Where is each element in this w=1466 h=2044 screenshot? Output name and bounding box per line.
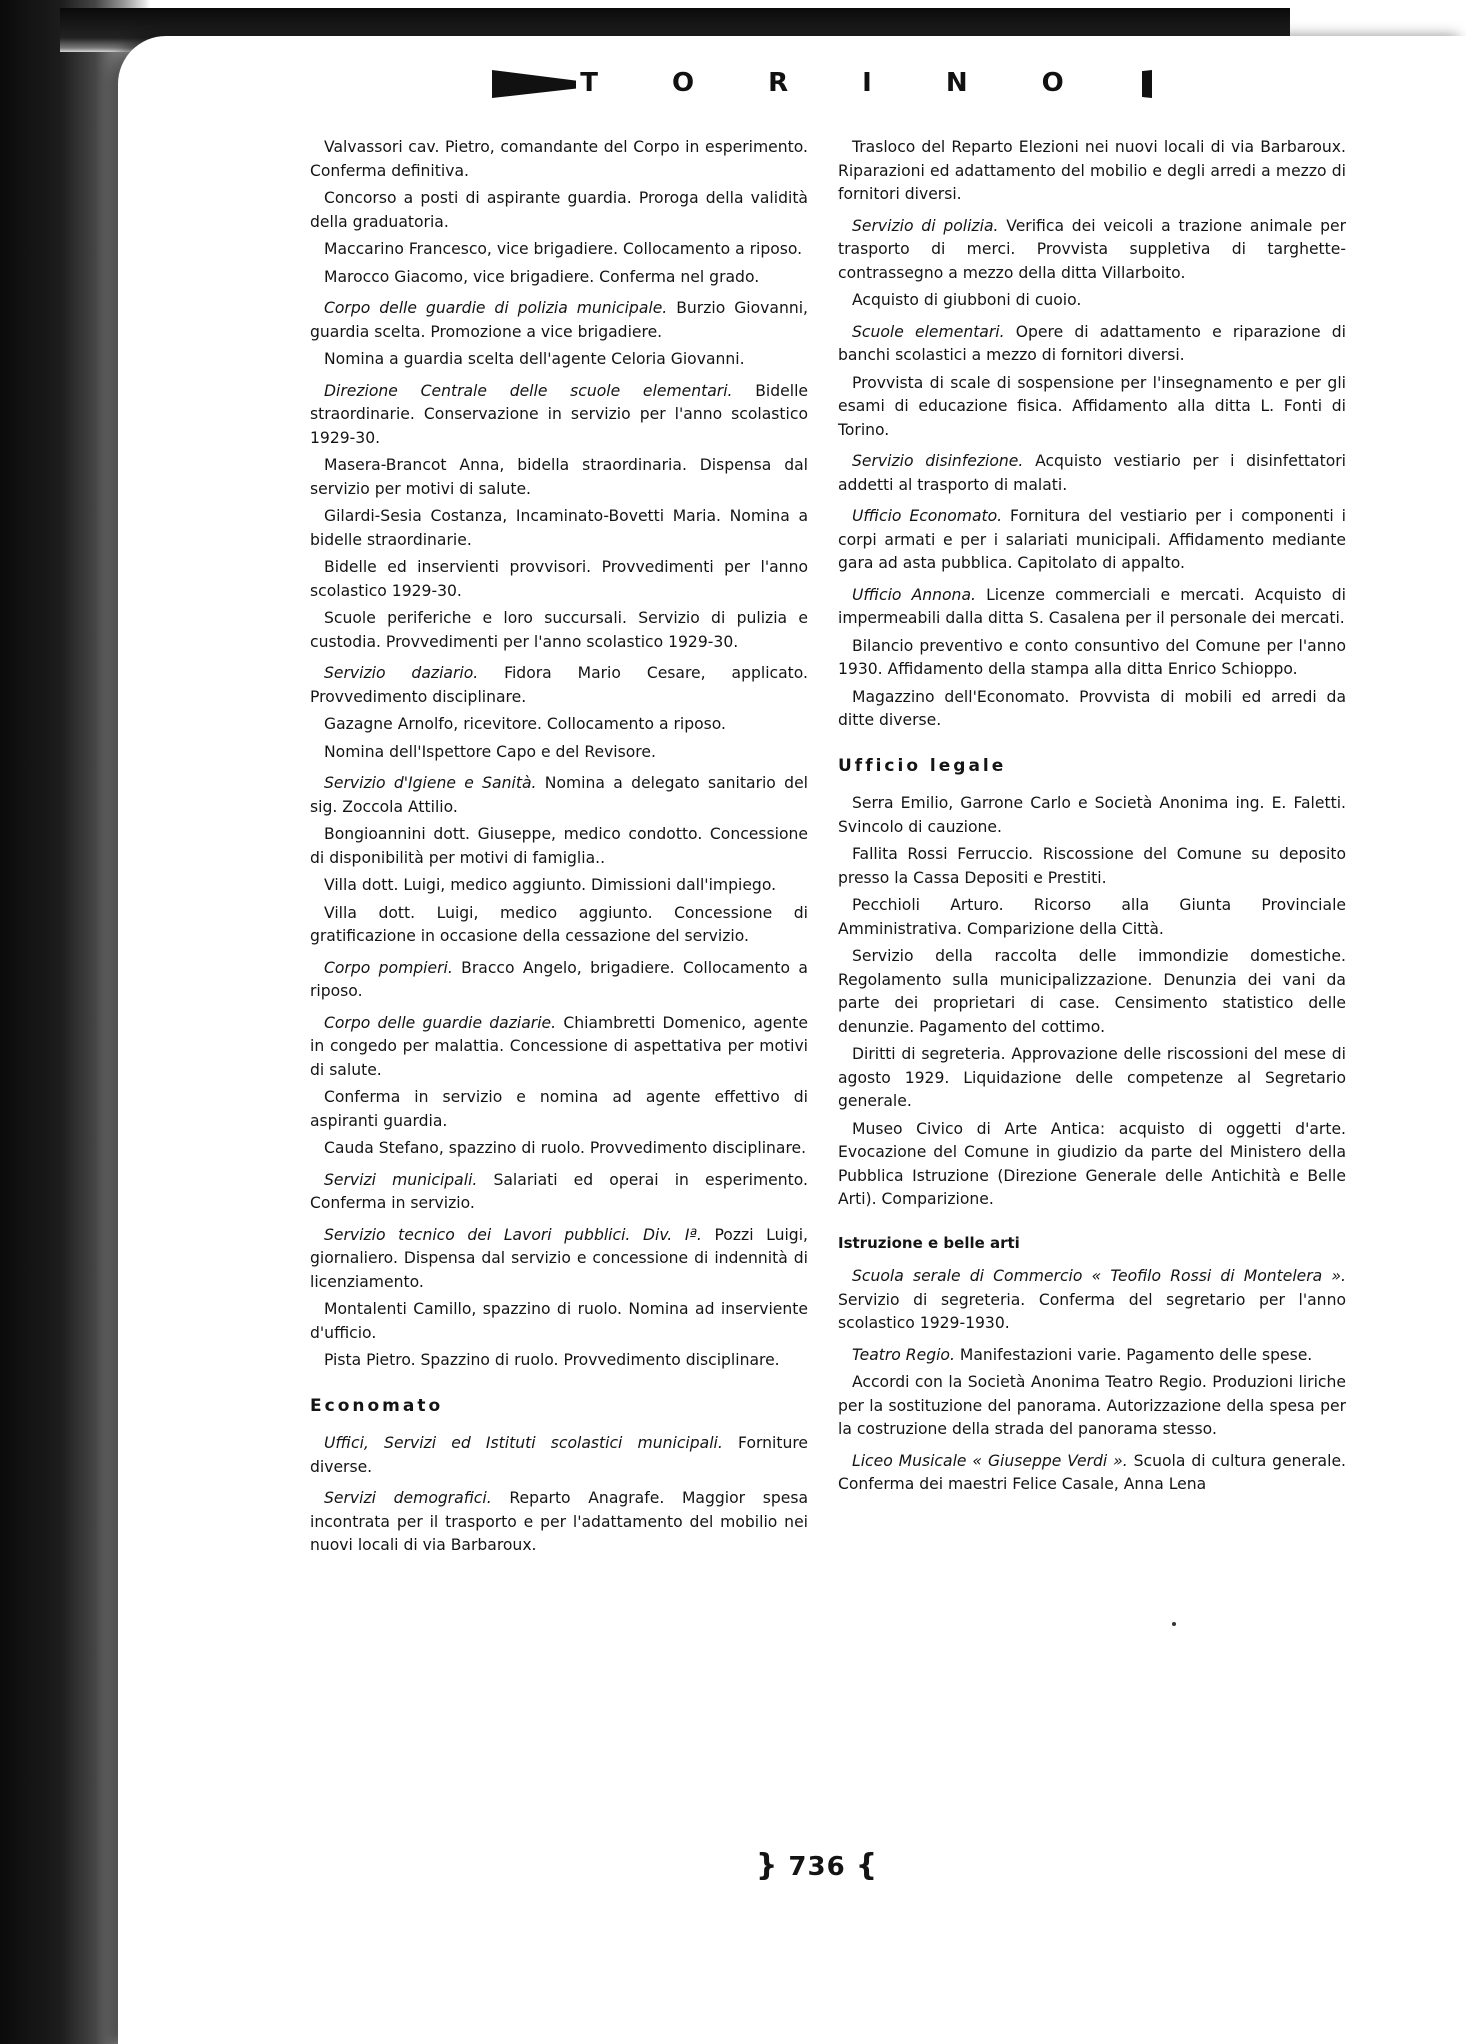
paragraph <box>310 607 808 654</box>
paragraph <box>310 1012 808 1083</box>
paragraph-text: Pecchioli Arturo. Ricorso alla Giunta Provinciale Amministrativa. Comparizione della Città. <box>838 896 1346 938</box>
paragraph-lead: Servizi demografici. <box>324 1489 492 1507</box>
paragraph-text: Provvista di scale di sospensione per l'insegnamento e per gli esami di educazione fisica. Affidamento alla ditta L. Fonti di Torino. <box>838 373 1346 439</box>
paragraph-lead: Ufficio Annona. <box>852 585 976 604</box>
paragraph <box>838 450 1346 497</box>
paragraph-lead: Teatro Regio. <box>852 1345 955 1364</box>
page-number-ornament-left: } <box>756 1848 779 1883</box>
paragraph-text: Gilardi-Sesia Costanza, Incaminato-Bovetti Maria. Nomina a bidelle straordinarie. <box>310 507 808 549</box>
paragraph-lead: Scuole elementari. <box>852 322 1005 341</box>
paragraph-text: Scuole periferiche e loro succursali. Servizio di pulizia e custodia. Provvedimenti per l'anno scolastico 1929-30. <box>310 609 808 651</box>
paragraph-text: Museo Civico di Arte Antica: acquisto di oggetti d'arte. Evocazione del Comune in giudizio da parte del Ministero della Pubblica Istruzione (Direzione Generale delle Antichità e Belle Arti). Comparizione. <box>838 1119 1346 1208</box>
paragraph-text: Acquisto di giubboni di cuoio. <box>852 291 1082 309</box>
page-number-ornament-right: { <box>855 1848 879 1883</box>
subsection-heading-istruzione: Istruzione e belle arti <box>838 1233 1020 1252</box>
paragraph-text: Verifica dei veicoli a trazione animale per trasporto di merci. Provvista suppletiva di targhette-contrassegno a mezzo della ditta Villarboito. <box>838 216 1346 282</box>
paragraph-text: Scuola di cultura generale. Conferma dei maestri Felice Casale, Anna Lena <box>838 1451 1346 1493</box>
paragraph-lead: Servizio tecnico dei Lavori pubblici. Div. Iª. <box>324 1225 702 1244</box>
paragraph <box>310 713 808 737</box>
left-column <box>310 136 808 1562</box>
paragraph-text: Nomina a guardia scelta dell'agente Celoria Giovanni. <box>324 350 745 368</box>
paragraph-lead: Liceo Musicale « Giuseppe Verdi ». <box>852 1451 1128 1470</box>
paragraph-text: Bilancio preventivo e conto consuntivo del Comune per l'anno 1930. Affidamento della stampa alla ditta Enrico Schioppo. <box>838 636 1346 678</box>
paragraph-text: Bidelle ed inservienti provvisori. Provvedimenti per l'anno scolastico 1929-30. <box>310 558 808 600</box>
paragraph-lead: Ufficio Economato. <box>852 507 1003 525</box>
paragraph-text: Masera-Brancot Anna, bidella straordinaria. Dispensa dal servizio per motivi di salute. <box>310 456 808 498</box>
paragraph-text: Acquisto vestiario per i disinfettatori addetti al trasporto di malati. <box>838 452 1346 494</box>
paragraph <box>310 1487 808 1558</box>
paragraph <box>310 662 808 709</box>
paragraph <box>838 1265 1346 1336</box>
paragraph-text: Fallita Rossi Ferruccio. Riscossione del Comune su deposito presso la Cassa Depositi e Prestiti. <box>838 845 1346 887</box>
instruction-entries <box>838 1265 1346 1497</box>
paragraph <box>310 266 808 290</box>
paragraph-lead: Corpo delle guardie di polizia municipale. <box>324 299 668 317</box>
paragraph <box>838 505 1346 576</box>
right-column <box>838 136 1346 1501</box>
paragraph-text: Magazzino dell'Economato. Provvista di mobili ed arredi da ditte diverse. <box>838 687 1346 729</box>
paragraph-text: Conferma in servizio e nomina ad agente effettivo di aspiranti guardia. <box>310 1088 808 1130</box>
paragraph <box>838 321 1346 368</box>
paragraph <box>310 187 808 234</box>
paragraph <box>838 1344 1346 1368</box>
paragraph <box>310 874 808 898</box>
paragraph-text: Nomina a delegato sanitario del sig. Zoccola Attilio. <box>310 774 808 816</box>
paragraph-text: Burzio Giovanni, guardia scelta. Promozione a vice brigadiere. <box>310 299 808 341</box>
paragraph-text: Cauda Stefano, spazzino di ruolo. Provvedimento disciplinare. <box>324 1139 807 1157</box>
paragraph-lead: Servizio d'Igiene e Sanità. <box>324 774 537 792</box>
paragraph <box>310 902 808 949</box>
paragraph-lead: Corpo delle guardie daziarie. <box>324 1013 557 1032</box>
paragraph-lead: Servizio daziario. <box>324 664 479 682</box>
economato-entries <box>310 1432 808 1558</box>
paragraph <box>838 1043 1346 1114</box>
paragraph <box>310 348 808 372</box>
paragraph <box>310 1086 808 1133</box>
paragraph <box>838 1371 1346 1442</box>
paragraph <box>310 1137 808 1161</box>
paragraph-lead: Scuola serale di Commercio « Teofilo Rossi di Montelera ». <box>852 1267 1346 1285</box>
section-heading-ufficio-legale: Ufficio legale <box>838 755 1007 776</box>
right-entries <box>838 136 1346 733</box>
paragraph <box>838 635 1346 682</box>
paragraph <box>310 1298 808 1345</box>
paragraph-text: Manifestazioni varie. Pagamento delle spese. <box>954 1345 1313 1364</box>
paragraph <box>310 136 808 183</box>
paragraph-text: Serra Emilio, Garrone Carlo e Società Anonima ing. E. Faletti. Svincolo di cauzione. <box>838 794 1346 836</box>
paragraph-text: Villa dott. Luigi, medico aggiunto. Concessione di gratificazione in occasione della cessazione del servizio. <box>310 903 808 945</box>
paragraph-lead: Direzione Centrale delle scuole elementari. <box>324 381 733 400</box>
paragraph-text: Licenze commerciali e mercati. Acquisto di impermeabili dalla ditta S. Casalena per il personale dei mercati. <box>838 585 1346 627</box>
paragraph <box>838 215 1346 286</box>
left-entries <box>310 136 808 1373</box>
paragraph-text: Valvassori cav. Pietro, comandante del Corpo in esperimento. Conferma definitiva. <box>310 138 808 180</box>
paragraph <box>310 238 808 262</box>
paragraph <box>838 792 1346 839</box>
paragraph-text: Marocco Giacomo, vice brigadiere. Conferma nel grado. <box>324 267 760 286</box>
paragraph-lead: Servizio di polizia. <box>852 216 999 235</box>
paragraph-text: Servizio della raccolta delle immondizie domestiche. Regolamento sulla municipalizzazione. Denunzia dei vani da parte dei proprietari di case. Censimento statistico delle denunzie. Pagamento del cottimo. <box>838 947 1346 1036</box>
paragraph <box>310 741 808 765</box>
paragraph-text: Trasloco del Reparto Elezioni nei nuovi locali di via Barbaroux. Riparazioni ed adattamento del mobilio e degli arredi a mezzo di fornitori diversi. <box>838 138 1346 203</box>
paragraph-text: Forniture diverse. <box>310 1434 808 1476</box>
paragraph <box>838 1450 1346 1497</box>
paragraph-text: Fornitura del vestiario per i componenti i corpi armati e per i salariati municipali. Affidamento mediante gara ad asta pubblica. Capitolato di appalto. <box>838 507 1346 572</box>
paragraph-text: Reparto Anagrafe. Maggior spesa incontrata per il trasporto e per l'adattamento del mobilio nei nuovi locali di via Barbaroux. <box>310 1489 808 1554</box>
paragraph-text: Diritti di segreteria. Approvazione delle riscossioni del mese di agosto 1929. Liquidazione delle competenze al Segretario generale. <box>838 1045 1346 1110</box>
paragraph-text: Fidora Mario Cesare, applicato. Provvedimento disciplinare. <box>310 664 809 706</box>
paragraph-text: Bracco Angelo, brigadiere. Collocamento a riposo. <box>310 958 808 1000</box>
paragraph <box>310 380 808 451</box>
paragraph-text: Nomina dell'Ispettore Capo e del Revisore. <box>324 742 656 761</box>
section-heading-economato: Economato <box>310 1395 444 1416</box>
paragraph-text: Concorso a posti di aspirante guardia. Proroga della validità della graduatoria. <box>310 189 808 231</box>
paragraph-text: Gazagne Arnolfo, ricevitore. Collocamento a riposo. <box>324 715 727 733</box>
paragraph <box>310 297 808 344</box>
paragraph-lead: Servizi municipali. <box>324 1170 478 1189</box>
paragraph <box>838 843 1346 890</box>
paragraph-text: Montalenti Camillo, spazzino di ruolo. Nomina ad inserviente d'ufficio. <box>310 1300 808 1342</box>
paragraph <box>838 289 1346 313</box>
print-speck <box>1172 1622 1176 1626</box>
paragraph-text: Pozzi Luigi, giornaliero. Dispensa dal servizio e concessione di indennità di licenziamento. <box>310 1225 808 1291</box>
paragraph-text: Accordi con la Società Anonima Teatro Regio. Produzioni liriche per la sostituzione del panorama. Autorizzazione della spesa per la costruzione della strada del panorama stesso. <box>838 1373 1346 1438</box>
paragraph-text: Villa dott. Luigi, medico aggiunto. Dimissioni dall'impiego. <box>324 876 777 894</box>
paragraph <box>310 957 808 1004</box>
paragraph <box>838 1118 1346 1212</box>
paragraph <box>310 1169 808 1216</box>
paragraph <box>310 1432 808 1479</box>
paragraph <box>838 584 1346 631</box>
legal-entries <box>838 792 1346 1212</box>
paragraph <box>310 556 808 603</box>
paragraph <box>838 686 1346 733</box>
paragraph-lead: Servizio disinfezione. <box>852 452 1024 470</box>
paragraph-text: Salariati ed operai in esperimento. Conferma in servizio. <box>310 1170 809 1212</box>
paragraph-text: Chiambretti Domenico, agente in congedo per malattia. Concessione di aspettativa per motivi di salute. <box>310 1013 808 1079</box>
paragraph-text: Maccarino Francesco, vice brigadiere. Collocamento a riposo. <box>324 240 803 258</box>
paragraph-text: Servizio di segreteria. Conferma del segretario per l'anno scolastico 1929-1930. <box>838 1290 1346 1332</box>
paragraph <box>310 1224 808 1295</box>
paragraph <box>310 505 808 552</box>
paragraph <box>838 894 1346 941</box>
paragraph <box>310 1349 808 1373</box>
paragraph <box>310 823 808 870</box>
page-number-value: 736 <box>788 1852 846 1882</box>
paragraph-text: Bidelle straordinarie. Conservazione in servizio per l'anno scolastico 1929-30. <box>310 381 809 447</box>
paragraph <box>838 945 1346 1039</box>
page-number <box>756 1848 878 1883</box>
paragraph-text: Bongioannini dott. Giuseppe, medico condotto. Concessione di disponibilità per motivi di famiglia.. <box>310 825 808 867</box>
paragraph <box>838 136 1346 207</box>
paragraph <box>310 772 808 819</box>
paragraph-lead: Uffici, Servizi ed Istituti scolastici municipali. <box>324 1434 723 1452</box>
paragraph-lead: Corpo pompieri. <box>324 958 453 977</box>
paragraph <box>838 372 1346 443</box>
running-title: TORINO <box>492 66 1152 100</box>
paragraph-text: Pista Pietro. Spazzino di ruolo. Provvedimento disciplinare. <box>324 1351 780 1369</box>
running-header <box>492 66 1152 100</box>
paragraph-text: Opere di adattamento e riparazione di banchi scolastici a mezzo di fornitori diversi. <box>838 322 1346 364</box>
paragraph <box>310 454 808 501</box>
